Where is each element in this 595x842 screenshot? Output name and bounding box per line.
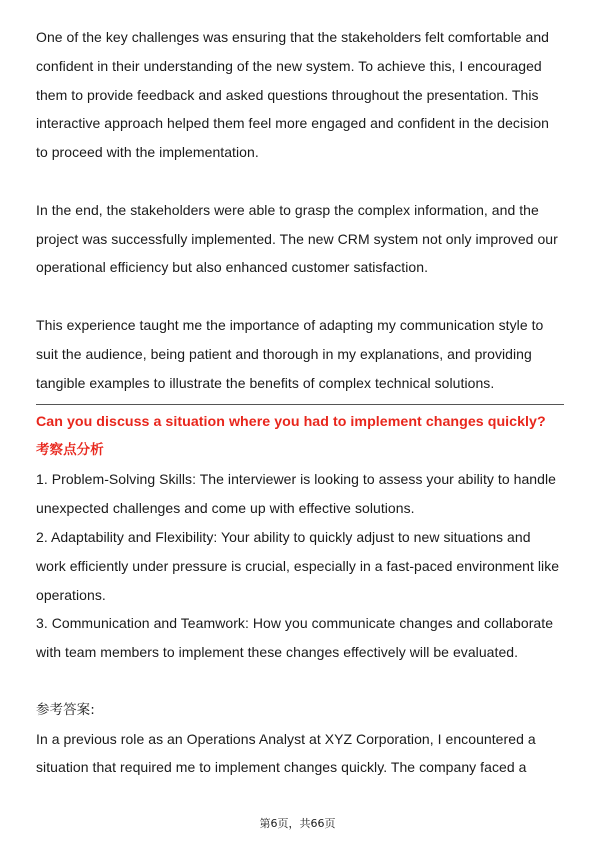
paragraph-spacer bbox=[36, 167, 564, 196]
analysis-point: 3. Communication and Teamwork: How you communicate changes and collaborate with team members to implement these changes effectively will be evaluated. bbox=[36, 615, 554, 661]
analysis-point: 1. Problem-Solving Skills: The interviewer is looking to assess your ability to handle unexpected challenges and come up with effective solutions. bbox=[36, 471, 556, 517]
page-number-footer: 第6页，共66页 bbox=[259, 817, 336, 830]
analysis-point: 2. Adaptability and Flexibility: Your ability to quickly adjust to new situations and work efficiently under pressure is crucial, especially in a fast-paced environment like operations. bbox=[36, 528, 560, 603]
answer-heading: 参考答案: bbox=[36, 701, 95, 718]
page-content bbox=[36, 23, 564, 782]
paragraph-lesson: This experience taught me the importance of adapting my communication style to suit the audience, being patient and thorough in my explanations, and providing tangible examples to illustrate the benefits of complex technical solutions. bbox=[36, 316, 544, 391]
analysis-heading: 考察点分析 bbox=[36, 442, 104, 459]
paragraph-outcome: In the end, the stakeholders were able to grasp the complex information, and the project was successfully implemented. The new CRM system not only improved our operational efficiency but also enhanced customer satisfaction. bbox=[36, 201, 558, 276]
paragraph-spacer bbox=[36, 667, 564, 696]
paragraph-key-challenges: One of the key challenges was ensuring that the stakeholders felt comfortable and confident in their understanding of the new system. To achieve this, I encouraged them to provide feedback and asked questions throughout the presentation. This interactive approach helped them feel more engaged and confident in the decision to proceed with the implementation. bbox=[36, 29, 550, 161]
answer-text: In a previous role as an Operations Analyst at XYZ Corporation, I encountered a situation that required me to implement changes quickly. The company faced a bbox=[36, 730, 536, 776]
paragraph-spacer bbox=[36, 282, 564, 311]
section-divider bbox=[36, 404, 564, 405]
interview-question: Can you discuss a situation where you had to implement changes quickly? bbox=[36, 414, 546, 431]
